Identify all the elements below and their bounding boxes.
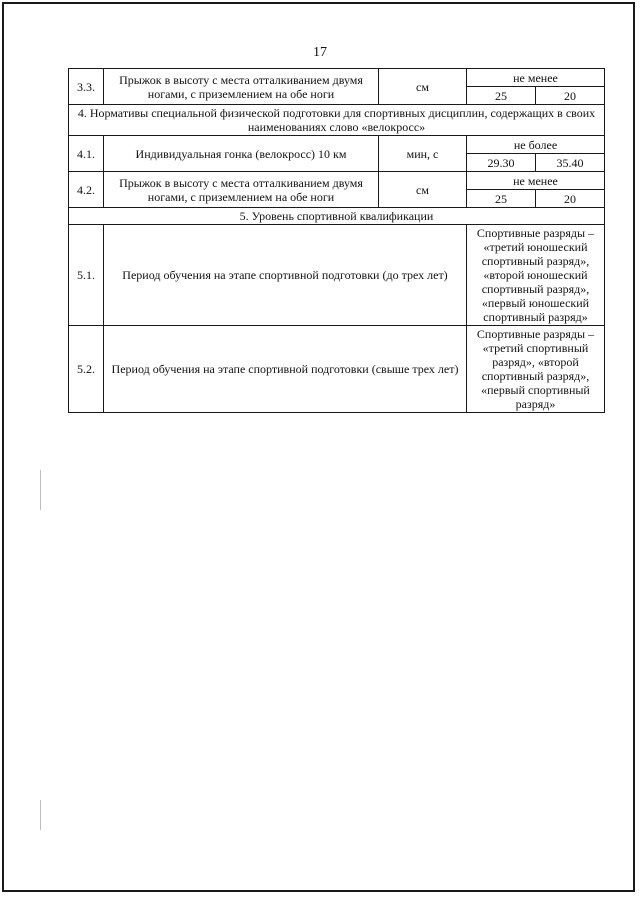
scan-mark	[40, 470, 41, 510]
value-girls: 20	[536, 190, 605, 208]
exercise-name: Прыжок в высоту с места отталкиванием двумя ногами, с приземлением на обе ноги	[104, 69, 379, 105]
value-boys: 25	[467, 190, 536, 208]
table-row	[69, 69, 605, 87]
qualifier-cell: не более	[467, 136, 605, 154]
page-number: 17	[313, 45, 327, 60]
row-number: 3.3.	[69, 69, 104, 105]
period-cell: Период обучения на этапе спортивной подготовки (свыше трех лет)	[104, 326, 467, 413]
value-girls: 35.40	[536, 154, 605, 172]
exercise-name: Индивидуальная гонка (велокросс) 10 км	[104, 136, 379, 172]
row-number: 5.1.	[69, 225, 104, 326]
row-number: 4.2.	[69, 172, 104, 208]
scan-mark	[40, 800, 41, 830]
qualifier-cell: не менее	[467, 69, 605, 87]
value-girls: 20	[536, 87, 605, 105]
table-row	[69, 172, 605, 190]
table-row	[69, 225, 605, 326]
norms-table	[68, 68, 605, 413]
row-number: 5.2.	[69, 326, 104, 413]
value-boys: 25	[467, 87, 536, 105]
value-boys: 29.30	[467, 154, 536, 172]
exercise-name: Прыжок в высоту с места отталкиванием двумя ногами, с приземлением на обе ноги	[104, 172, 379, 208]
table-row	[69, 136, 605, 154]
ranks-cell: Спортивные разряды – «третий спортивный разряд», «второй спортивный разряд», «первый спортивный разряд»	[467, 326, 605, 413]
section-title: 4. Нормативы специальной физической подготовки для спортивных дисциплин, содержащих в своих наименованиях слово «велокросс»	[69, 105, 605, 136]
unit-cell: см	[379, 69, 467, 105]
row-number: 4.1.	[69, 136, 104, 172]
section-row	[69, 105, 605, 136]
section-row	[69, 208, 605, 225]
unit-cell: мин, с	[379, 136, 467, 172]
section-title: 5. Уровень спортивной квалификации	[69, 208, 605, 225]
table-row	[69, 326, 605, 413]
ranks-cell: Спортивные разряды – «третий юношеский спортивный разряд», «второй юношеский спортивный разряд», «первый юношеский спортивный разряд»	[467, 225, 605, 326]
unit-cell: см	[379, 172, 467, 208]
period-cell: Период обучения на этапе спортивной подготовки (до трех лет)	[104, 225, 467, 326]
qualifier-cell: не менее	[467, 172, 605, 190]
